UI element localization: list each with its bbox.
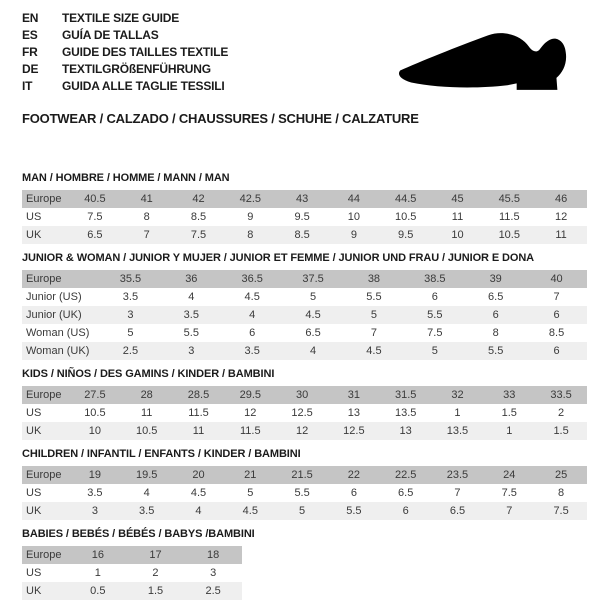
size-cell: 38	[344, 270, 405, 288]
size-cell: 42	[173, 190, 225, 208]
size-cell: 6.5	[398, 487, 414, 499]
size-cell: 1.5	[127, 582, 185, 600]
size-cell: 6.5	[69, 226, 121, 244]
row-label: Woman (UK)	[22, 342, 100, 360]
size-cell: 5	[344, 306, 405, 324]
row-label: Europe	[22, 466, 69, 484]
table-row	[22, 546, 242, 564]
row-label: Europe	[22, 386, 69, 404]
size-cell: 6	[350, 487, 357, 499]
table-row	[22, 484, 587, 502]
size-cell: 6	[431, 291, 438, 303]
language-title: TEXTILGRÖßENFÜHRUNG	[62, 62, 211, 76]
table-title: JUNIOR & WOMAN / JUNIOR Y MUJER / JUNIOR ET FEMME / JUNIOR UND FRAU / JUNIOR E DONA	[22, 252, 535, 264]
size-cell: 22	[328, 466, 380, 484]
size-table-section	[22, 172, 587, 244]
size-cell: 44	[328, 190, 380, 208]
size-cell: 12	[276, 422, 328, 440]
size-cell: 19	[69, 466, 121, 484]
size-cell: 5.5	[328, 502, 380, 520]
size-cell: 5	[404, 342, 465, 360]
size-cell: 2.5	[100, 342, 161, 360]
size-cell: 6	[380, 502, 432, 520]
table-row	[22, 386, 587, 404]
size-cell: 25	[535, 466, 587, 484]
size-cell: 6.5	[432, 502, 484, 520]
size-cell: 11.5	[224, 422, 276, 440]
size-cell: 39	[465, 270, 526, 288]
table-row	[22, 564, 242, 582]
size-cell: 8.5	[190, 211, 207, 223]
row-label: UK	[22, 422, 69, 440]
size-cell: 3	[100, 306, 161, 324]
size-cell: 16	[69, 546, 127, 564]
row-label: Woman (US)	[26, 327, 90, 339]
size-cell: 9	[247, 211, 254, 223]
table-title: BABIES / BEBÉS / BÉBÉS / BABYS /BAMBINI	[22, 528, 255, 540]
size-cell: 1	[454, 407, 461, 419]
size-cell: 11.5	[498, 211, 520, 223]
table-row	[22, 226, 587, 244]
size-cell: 45	[432, 190, 484, 208]
size-cell: 7	[121, 226, 173, 244]
table-row	[22, 422, 587, 440]
row-label: Europe	[22, 546, 69, 564]
size-cell: 7.5	[427, 327, 443, 339]
size-cell: 5.5	[183, 327, 199, 339]
language-title: TEXTILE SIZE GUIDE	[62, 11, 180, 25]
language-code: IT	[22, 79, 33, 93]
row-label: Junior (US)	[26, 291, 82, 303]
table-row	[22, 404, 587, 422]
size-cell: 13.5	[432, 422, 484, 440]
size-cell: 5.5	[366, 291, 382, 303]
size-cell: 0.5	[69, 582, 127, 600]
size-cell: 5	[247, 487, 254, 499]
size-cell: 10.5	[394, 211, 417, 223]
size-cell: 4	[173, 502, 225, 520]
size-cell: 8	[558, 487, 565, 499]
size-cell: 29.5	[224, 386, 276, 404]
size-cell: 8	[143, 211, 150, 223]
size-cell: 11	[173, 422, 225, 440]
size-cell: 6	[526, 342, 587, 360]
table-row	[22, 208, 587, 226]
table-row	[22, 582, 242, 600]
table-title: KIDS / NIÑOS / DES GAMINS / KINDER / BAMBINI	[22, 368, 275, 380]
size-cell: 31	[328, 386, 380, 404]
table-row	[22, 190, 587, 208]
size-cell: 8.5	[548, 327, 565, 339]
size-cell: 1.5	[535, 422, 587, 440]
size-table-section	[22, 252, 587, 360]
size-table	[22, 386, 587, 440]
size-cell: 4.5	[190, 487, 207, 499]
size-cell: 3.5	[87, 487, 103, 499]
size-cell: 8.5	[276, 226, 328, 244]
size-cell: 11.5	[188, 407, 209, 419]
size-cell: 4.5	[283, 306, 344, 324]
row-label: UK	[22, 502, 69, 520]
size-cell: 8	[224, 226, 276, 244]
size-cell: 4	[222, 306, 283, 324]
size-cell: 11	[535, 226, 587, 244]
size-cell: 4	[143, 487, 150, 499]
language-title: GUIDA ALLE TAGLIE TESSILI	[62, 79, 225, 93]
size-cell: 4.5	[344, 342, 405, 360]
language-code: EN	[22, 11, 39, 25]
size-cell: 21	[224, 466, 276, 484]
size-table-section	[22, 368, 587, 440]
size-cell: 10	[347, 211, 360, 223]
size-cell: 24	[483, 466, 535, 484]
size-table-section	[22, 528, 587, 600]
table-row	[22, 270, 587, 288]
row-label: Europe	[22, 190, 69, 208]
size-cell: 31.5	[380, 386, 432, 404]
size-cell: 3.5	[222, 342, 283, 360]
table-row	[22, 342, 587, 360]
size-cell: 27.5	[69, 386, 121, 404]
size-cell: 11	[451, 211, 464, 223]
size-cell: 45.5	[483, 190, 535, 208]
size-table	[22, 190, 587, 244]
size-cell: 3	[161, 342, 222, 360]
size-cell: 6	[249, 327, 256, 339]
size-cell: 12.5	[328, 422, 380, 440]
size-cell: 6.5	[488, 291, 504, 303]
size-cell: 1	[483, 422, 535, 440]
size-cell: 40.5	[69, 190, 121, 208]
language-title: GUIDE DES TAILLES TEXTILE	[62, 45, 229, 59]
size-cell: 33.5	[535, 386, 587, 404]
language-title: GUÍA DE TALLAS	[62, 28, 159, 42]
size-cell: 3.5	[121, 502, 173, 520]
size-cell: 32	[432, 386, 484, 404]
size-cell: 38.5	[404, 270, 465, 288]
size-cell: 35.5	[100, 270, 161, 288]
size-cell: 13	[380, 422, 432, 440]
table-title: CHILDREN / INFANTIL / ENFANTS / KINDER / BAMBINI	[22, 448, 301, 460]
category-heading: FOOTWEAR / CALZADO / CHAUSSURES / SCHUHE / CALZATURE	[22, 111, 419, 126]
size-cell: 22.5	[380, 466, 432, 484]
size-cell: 17	[127, 546, 185, 564]
size-table	[22, 546, 242, 600]
size-cell: 40	[526, 270, 587, 288]
size-cell: 3	[210, 567, 217, 579]
language-code: DE	[22, 62, 39, 76]
language-code: FR	[22, 45, 38, 59]
size-cell: 44.5	[380, 190, 432, 208]
row-label: UK	[22, 226, 69, 244]
size-cell: 23.5	[432, 466, 484, 484]
row-label: Europe	[22, 270, 100, 288]
size-cell: 3.5	[161, 306, 222, 324]
size-cell: 28.5	[173, 386, 225, 404]
size-table-section	[22, 448, 587, 520]
size-cell: 7.5	[501, 487, 517, 499]
size-cell: 36	[161, 270, 222, 288]
size-cell: 9.5	[294, 211, 310, 223]
size-cell: 42.5	[224, 190, 276, 208]
table-row	[22, 288, 587, 306]
size-cell: 10	[69, 422, 121, 440]
size-cell: 7.5	[535, 502, 587, 520]
size-cell: 28	[121, 386, 173, 404]
row-label: UK	[22, 582, 69, 600]
size-cell: 7.5	[173, 226, 225, 244]
size-cell: 5.5	[465, 342, 526, 360]
size-cell: 11	[140, 407, 153, 419]
row-label: Junior (UK)	[22, 306, 100, 324]
size-cell: 4	[188, 291, 195, 303]
size-cell: 13.5	[394, 407, 417, 419]
size-cell: 4.5	[224, 502, 276, 520]
language-row	[22, 10, 587, 27]
size-cell: 20	[173, 466, 225, 484]
size-cell: 18	[184, 546, 242, 564]
table-row	[22, 502, 587, 520]
size-cell: 10.5	[84, 407, 106, 419]
size-cell: 37.5	[283, 270, 344, 288]
size-cell: 36.5	[222, 270, 283, 288]
table-title: MAN / HOMBRE / HOMME / MANN / MAN	[22, 172, 230, 184]
size-cell: 4	[283, 342, 344, 360]
size-cell: 13	[347, 407, 360, 419]
size-cell: 43	[276, 190, 328, 208]
size-cell: 12.5	[291, 407, 313, 419]
size-cell: 5	[310, 291, 317, 303]
row-label: US	[26, 407, 42, 419]
size-cell: 7	[553, 291, 560, 303]
size-cell: 5	[127, 327, 134, 339]
size-cell: 6	[465, 306, 526, 324]
table-row	[22, 466, 587, 484]
size-cell: 5	[276, 502, 328, 520]
row-label: US	[26, 211, 42, 223]
size-cell: 6.5	[305, 327, 321, 339]
language-code: ES	[22, 28, 38, 42]
size-cell: 46	[535, 190, 587, 208]
size-cell: 4.5	[244, 291, 260, 303]
size-cell: 7	[483, 502, 535, 520]
size-cell: 6	[526, 306, 587, 324]
size-cell: 2.5	[184, 582, 242, 600]
size-cell: 30	[276, 386, 328, 404]
size-cell: 10.5	[483, 226, 535, 244]
table-row	[22, 306, 587, 324]
size-cell: 1.5	[501, 407, 517, 419]
size-cell: 9.5	[380, 226, 432, 244]
size-cell: 10.5	[121, 422, 173, 440]
size-cell: 33	[483, 386, 535, 404]
size-cell: 1	[94, 567, 101, 579]
row-label: US	[26, 567, 42, 579]
size-cell: 19.5	[121, 466, 173, 484]
size-cell: 5.5	[294, 487, 310, 499]
size-cell: 10	[432, 226, 484, 244]
row-label: US	[26, 487, 42, 499]
size-cell: 3	[69, 502, 121, 520]
size-cell: 5.5	[404, 306, 465, 324]
size-cell: 2	[152, 567, 159, 579]
size-cell: 12	[554, 211, 568, 223]
size-cell: 21.5	[276, 466, 328, 484]
size-cell: 12	[244, 407, 257, 419]
size-cell: 8	[492, 327, 499, 339]
size-cell: 7.5	[87, 211, 103, 223]
dress-shoe-icon	[390, 27, 586, 101]
size-table	[22, 466, 587, 520]
size-cell: 9	[328, 226, 380, 244]
table-row	[22, 324, 587, 342]
size-cell: 2	[558, 407, 565, 419]
size-cell: 3.5	[122, 291, 139, 303]
size-cell: 7	[370, 327, 377, 339]
size-tables	[22, 172, 587, 600]
size-cell: 7	[454, 487, 461, 499]
size-table	[22, 270, 587, 360]
size-cell: 41	[121, 190, 173, 208]
